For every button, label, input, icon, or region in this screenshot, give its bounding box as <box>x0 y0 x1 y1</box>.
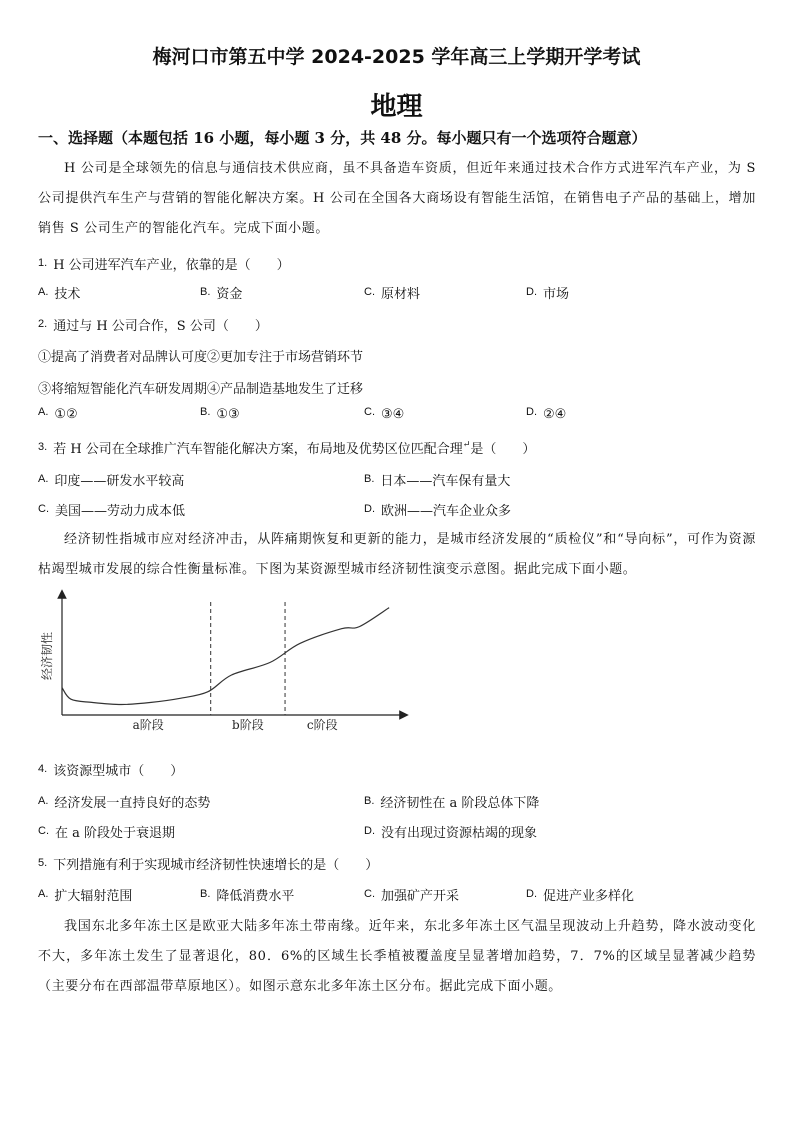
question-number: 5. <box>38 857 48 869</box>
subject-title: 地理 <box>370 92 423 122</box>
q2-option-c[interactable]: $^{C.}$ ③④ <box>364 406 405 422</box>
question-2 <box>38 315 268 334</box>
y-axis-label: 经济韧性 <box>40 631 54 681</box>
question-stem: H 公司进军汽车产业，依靠的是（ ） <box>53 258 290 273</box>
question-stem: 通过与 H 公司合作，S 公司（ ） <box>53 319 268 334</box>
q5-option-b[interactable]: $^{B.}$ 降低消费水平 <box>200 888 295 904</box>
question-stem: 下列措施有利于实现城市经济韧性快速增长的是（ ） <box>53 858 379 873</box>
question-number: 3. <box>38 441 48 453</box>
passage-2: 经济韧性指城市应对经济冲击，从阵痛期恢复和更新的能力，是城市经济发展的“质检仪”和“导向标”，可作为资源枯竭型城市发展的综合性衡量标准。下图为某资源型城市经济韧性演变示意图。据此完成下面小题。 <box>38 532 756 577</box>
q1-option-b[interactable]: $^{B.}$ 资金 <box>200 286 243 302</box>
q4-option-d[interactable]: $^{D.}$ 没有出现过资源枯竭的现象 <box>364 825 538 841</box>
q1-option-a[interactable]: $^{A.}$ 技术 <box>38 286 81 302</box>
q2-statement-line-1: ①提高了消费者对品牌认可度②更加专注于市场营销环节 <box>38 350 364 365</box>
section-heading: 一、选择题（本题包括 16 小题，每小题 3 分，共 48 分。每小题只有一个选项符合题意） <box>38 129 647 147</box>
x-tick-label: c阶段 <box>306 718 338 732</box>
q1-option-d[interactable]: $^{D.}$ 市场 <box>526 286 570 302</box>
question-stem-end: 是（ ） <box>470 442 536 457</box>
q4-option-b[interactable]: $^{B.}$ 经济韧性在 a 阶段总体下降 <box>364 795 540 811</box>
q5-option-d[interactable]: $^{D.}$ 促进产业多样化 <box>526 888 635 904</box>
x-tick-label: a阶段 <box>132 718 164 732</box>
q2-statement-line-2: ③将缩短智能化汽车研发周期④产品制造基地发生了迁移 <box>38 382 364 397</box>
q1-option-c[interactable]: $^{C.}$ 原材料 <box>364 286 421 302</box>
question-number: 1. <box>38 257 48 269</box>
question-stem: 若 H 公司在全球推广汽车智能化解决方案，布局地及优势区位匹配合理 <box>53 442 463 457</box>
q5-option-a[interactable]: $^{A.}$ 扩大辐射范围 <box>38 888 133 904</box>
series-line <box>62 608 389 705</box>
q4-option-a[interactable]: $^{A.}$ 经济发展一直持良好的态势 <box>38 795 211 811</box>
question-4 <box>38 760 183 779</box>
q3-option-a[interactable]: $^{A.}$ 印度——研发水平较高 <box>38 473 185 489</box>
question-number: 4. <box>38 763 48 775</box>
q3-option-d[interactable]: $^{D.}$ 欧洲——汽车企业众多 <box>364 503 512 519</box>
return-marker-icon: ↵ <box>462 440 471 450</box>
q5-option-c[interactable]: $^{C.}$ 加强矿产开采 <box>364 888 460 904</box>
question-number: 2. <box>38 318 48 330</box>
question-3 <box>38 438 535 457</box>
passage-3: 我国东北多年冻土区是欧亚大陆多年冻土带南缘。近年来，东北多年冻土区气温呈现波动上升趋势，降水波动变化不大，多年冻土发生了显著退化，80．6%的区域生长季植被覆盖度呈显著增加趋势，7．7%的区域呈显著减少趋势（主要分布在西部温带草原地区）。如图示意东北多年冻土区分布。据此完成下面小题。 <box>38 919 756 994</box>
economic-resilience-chart <box>34 588 414 738</box>
question-5 <box>38 854 378 873</box>
q2-option-b[interactable]: $^{B.}$ ①③ <box>200 406 240 422</box>
question-1 <box>38 254 290 273</box>
q2-option-a[interactable]: $^{A.}$ ①② <box>38 406 78 422</box>
q3-option-b[interactable]: $^{B.}$ 日本——汽车保有量大 <box>364 473 511 489</box>
passage-1: H 公司是全球领先的信息与通信技术供应商，虽不具备造车资质，但近年来通过技术合作方式进军汽车产业，为 S 公司提供汽车生产与营销的智能化解决方案。H 公司在全国各大商场设有智能生活馆，在销售电子产品的基础上，增加销售 S 公司生产的智能化汽车。完成下面小题。 <box>38 161 756 236</box>
q3-option-c[interactable]: $^{C.}$ 美国——劳动力成本低 <box>38 503 186 519</box>
question-stem: 该资源型城市（ ） <box>53 764 184 779</box>
x-tick-label: b阶段 <box>232 718 264 732</box>
q2-option-d[interactable]: $^{D.}$ ②④ <box>526 406 567 422</box>
q4-option-c[interactable]: $^{C.}$ 在 a 阶段处于衰退期 <box>38 825 176 841</box>
exam-title: 梅河口市第五中学 2024-2025 学年高三上学期开学考试 <box>152 46 641 68</box>
